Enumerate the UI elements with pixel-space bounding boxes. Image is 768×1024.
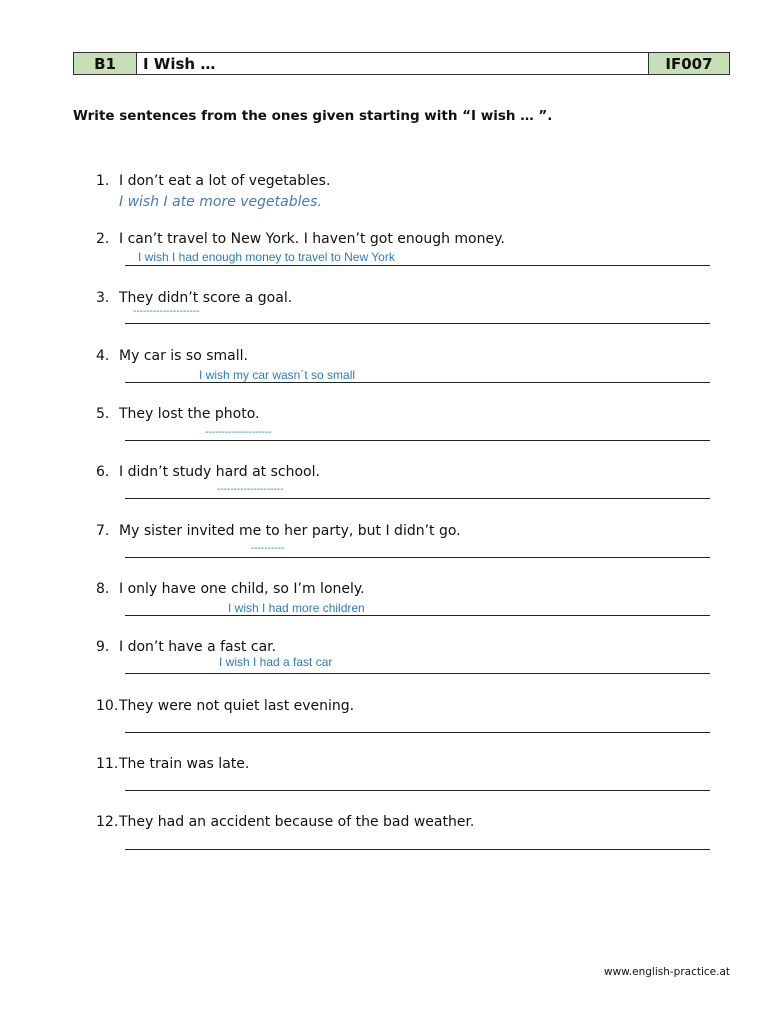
item-number: 9. [96, 639, 110, 655]
item-answer[interactable]: -------------------- [205, 427, 272, 438]
answer-line[interactable] [125, 849, 710, 850]
item-number: 12. [96, 814, 119, 830]
item-answer[interactable]: -------------------- [217, 484, 284, 495]
item-number: 8. [96, 581, 110, 597]
answer-line[interactable] [125, 557, 710, 558]
item-number: 11. [96, 756, 119, 772]
worksheet-header [73, 52, 730, 75]
answer-line[interactable] [125, 732, 710, 733]
item-sentence: I didn’t study hard at school. [119, 464, 320, 480]
item-number: 4. [96, 348, 110, 364]
item-answer[interactable]: I wish my car wasn´t so small [199, 368, 356, 382]
item-number: 7. [96, 523, 110, 539]
item-sentence: I can’t travel to New York. I haven’t got enough money. [119, 231, 505, 247]
answer-line[interactable] [125, 673, 710, 674]
instruction-text: Write sentences from the ones given starting with “I wish … ”. [73, 108, 553, 124]
worksheet-title: I Wish … [137, 53, 649, 74]
item-answer[interactable]: I wish I had a fast car [219, 655, 333, 669]
answer-line[interactable] [125, 498, 710, 499]
answer-line[interactable] [125, 790, 710, 791]
item-number: 2. [96, 231, 110, 247]
answer-line[interactable] [125, 323, 710, 324]
item-sentence: I don’t have a fast car. [119, 639, 277, 655]
item-sentence: They didn’t score a goal. [119, 290, 293, 306]
answer-line[interactable] [125, 615, 710, 616]
item-number: 5. [96, 406, 110, 422]
item-number: 6. [96, 464, 110, 480]
answer-line[interactable] [125, 265, 710, 266]
item-sentence: I only have one child, so I’m lonely. [119, 581, 365, 597]
item-sentence: They had an accident because of the bad weather. [119, 814, 475, 830]
item-number: 1. [96, 173, 110, 189]
item-number: 10. [96, 698, 119, 714]
answer-line[interactable] [125, 440, 710, 441]
item-answer[interactable]: I wish I had more children [228, 601, 365, 615]
level-badge: B1 [74, 53, 137, 74]
answer-line[interactable] [125, 382, 710, 383]
item-sentence: They were not quiet last evening. [119, 698, 355, 714]
item-sentence: I don’t eat a lot of vegetables. [119, 173, 331, 189]
item-answer[interactable]: I wish I had enough money to travel to New York [138, 250, 395, 264]
item-sentence: They lost the photo. [119, 406, 260, 422]
footer-url: www.english-practice.at [603, 966, 730, 978]
worksheet-code: IF007 [649, 53, 729, 74]
item-answer[interactable]: ---------- [251, 543, 285, 554]
item-answer[interactable]: -------------------- [133, 306, 200, 317]
item-sentence: My sister invited me to her party, but I didn’t go. [119, 523, 461, 539]
item-sentence: The train was late. [119, 756, 250, 772]
item-number: 3. [96, 290, 110, 306]
item-sentence: My car is so small. [119, 348, 248, 364]
item-answer: I wish I ate more vegetables. [119, 194, 322, 210]
